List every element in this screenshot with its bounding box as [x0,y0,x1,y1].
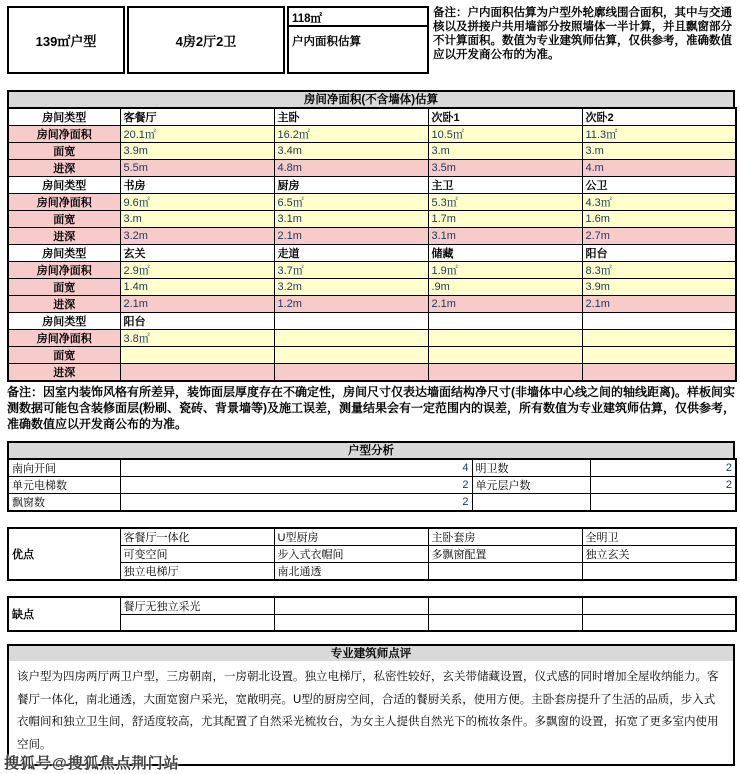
room-depth-cell [428,364,582,382]
row-label: 房间类型 [8,245,120,262]
room-type-row [8,108,736,126]
room-type-cell: 走道 [274,245,428,262]
room-width-cell: 1.7m [428,211,582,228]
measurement-note: 备注：因室内装饰风格有所差异，装饰面层厚度存在不确定性，房间尺寸仅表达墙面结构净尺寸(非墙体中心线之间的轴线距离)。样板间实测数据可能包含装修面层(粉刷、瓷砖、背景墙等)及施工误差，测量结果会有一定范围内的误差，所有数值为专业建筑师估算，仅供参考，准确数值应以开发商公布的为准。 [7,385,735,431]
room-depth-cell: 2.1m [274,228,428,245]
room-depth-cell [274,364,428,382]
room-area-cell [428,330,582,347]
row-label: 房间净面积 [8,262,120,279]
pro-item: 客餐厅一体化 [120,528,274,546]
room-width-row [8,279,736,296]
row-label: 面宽 [8,279,120,296]
room-type-cell: 玄关 [120,245,274,262]
room-width-cell [120,347,274,364]
room-width-cell: 3.2m [274,279,428,296]
analysis-row [8,493,736,511]
room-type-cell: 主卧 [274,108,428,126]
room-width-cell [582,347,736,364]
room-width-cell: 1.4m [120,279,274,296]
room-area-cell: 10.5㎡ [428,126,582,143]
room-area-cell: 20.1㎡ [120,126,274,143]
room-table-title: 房间净面积(不含墙体)估算 [7,90,735,107]
row-label: 面宽 [8,211,120,228]
room-type-cell: 次卧1 [428,108,582,126]
room-depth-row [8,228,736,245]
room-type-row [8,313,736,330]
analysis-value: 2 [120,476,472,493]
room-depth-cell: 2.1m [120,296,274,313]
room-type-cell [582,313,736,330]
room-depth-row [8,296,736,313]
row-label: 房间类型 [8,177,120,194]
interior-area-value: 118㎡ [289,8,427,27]
pro-item: U型厨房 [274,528,428,546]
room-depth-cell [120,364,274,382]
room-depth-cell: 2.1m [582,296,736,313]
row-label: 面宽 [8,143,120,160]
room-layout-box: 4房2厅2卫 [127,6,285,74]
room-type-row [8,177,736,194]
analysis-value: 4 [120,459,472,477]
room-width-cell: 3.9m [120,143,274,160]
pro-item: 独立电梯厅 [120,562,274,580]
pros-row [8,528,736,546]
pro-item: 主卧套房 [428,528,582,546]
room-depth-cell: 4.8m [274,160,428,177]
pro-item: 独立玄关 [582,545,736,562]
room-area-cell: 16.2㎡ [274,126,428,143]
room-area-cell: 3.8㎡ [120,330,274,347]
room-width-cell: 3.m [428,143,582,160]
interior-area-label: 户内面积估算 [292,36,361,48]
room-area-row [8,126,736,143]
room-area-cell: 11.3㎡ [582,126,736,143]
room-depth-cell: 1.2m [274,296,428,313]
analysis-row [8,476,736,493]
review-title: 专业建筑师点评 [7,644,735,661]
con-item [274,597,428,615]
room-width-cell: 3.9m [582,279,736,296]
room-area-row [8,330,736,347]
room-type-cell: 阳台 [582,245,736,262]
analysis-value: 2 [120,493,472,511]
con-item [120,614,274,631]
room-depth-row [8,160,736,177]
top-header [7,6,735,74]
room-width-cell: 3.1m [274,211,428,228]
pros-label: 优点 [8,528,120,580]
row-label: 房间净面积 [8,126,120,143]
room-type-cell: 客餐厅 [120,108,274,126]
analysis-title: 户型分析 [7,441,735,458]
con-item [582,597,736,615]
row-label: 进深 [8,296,120,313]
room-area-row [8,262,736,279]
room-depth-cell: 3.2m [120,228,274,245]
room-type-cell: 次卧2 [582,108,736,126]
pro-item: 南北通透 [274,562,428,580]
room-type-cell: 阳台 [120,313,274,330]
room-width-cell [428,347,582,364]
room-depth-cell [582,364,736,382]
pro-item: 可变空间 [120,545,274,562]
room-depth-cell: 2.1m [428,296,582,313]
analysis-label: 南向开间 [8,459,120,477]
pro-item: 步入式衣帽间 [274,545,428,562]
room-area-cell: 9.6㎡ [120,194,274,211]
row-label: 房间净面积 [8,330,120,347]
room-width-row [8,143,736,160]
analysis-value [590,493,736,511]
room-area-cell: 4.3㎡ [582,194,736,211]
room-area-row [8,194,736,211]
interior-area-box [287,6,429,74]
pro-item: 全明卫 [582,528,736,546]
row-label: 进深 [8,160,120,177]
room-area-cell: 8.3㎡ [582,262,736,279]
analysis-label: 单元层户数 [472,476,590,493]
room-area-cell: 6.5㎡ [274,194,428,211]
room-type-cell: 储藏 [428,245,582,262]
cons-label: 缺点 [8,597,120,632]
row-label: 房间类型 [8,108,120,126]
room-area-cell [582,330,736,347]
con-item: 餐厅无独立采光 [120,597,274,615]
watermark: 搜狐号@搜狐焦点荆门站 [4,755,180,772]
room-type-cell [274,313,428,330]
pro-item [582,562,736,580]
room-area-cell: 3.7㎡ [274,262,428,279]
room-width-cell: 3.m [582,143,736,160]
room-width-cell [274,347,428,364]
room-width-cell: 3.m [120,211,274,228]
unit-type-box: 139㎡户型 [7,6,125,74]
row-label: 房间类型 [8,313,120,330]
room-type-cell: 主卫 [428,177,582,194]
cons-table [7,596,737,633]
room-area-table [7,107,737,382]
analysis-label: 单元电梯数 [8,476,120,493]
room-type-cell: 公卫 [582,177,736,194]
analysis-table [7,458,737,512]
analysis-row [8,459,736,477]
room-type-row [8,245,736,262]
analysis-value: 2 [590,476,736,493]
analysis-label: 飘窗数 [8,493,120,511]
room-type-cell [428,313,582,330]
room-area-cell: 5.3㎡ [428,194,582,211]
con-item [428,614,582,631]
con-item [428,597,582,615]
room-type-cell: 书房 [120,177,274,194]
room-depth-row [8,364,736,382]
pro-item [428,562,582,580]
row-label: 进深 [8,228,120,245]
room-width-cell: .9m [428,279,582,296]
architect-review-text: 该户型为四房两厅两卫户型，三房朝南，一房朝北设置。独立电梯厅，私密性较好，玄关带储藏设置，仪式感的同时增加全屋收纳能力。客餐厅一体化，南北通透，大面宽窗户采光，宽敞明亮。U型的厨房空间，合适的餐厨关系，使用方便。主卧套房提升了生活的品质，步入式衣帽间和独立卫生间，舒适度较高，尤其配置了自然采光梳妆台，为女主人提供自然光下的梳妆条件。多飘窗的设置，拓宽了更多室内使用空间。 [7,661,735,766]
room-depth-cell: 3.1m [428,228,582,245]
room-width-cell: 1.6m [582,211,736,228]
row-label: 房间净面积 [8,194,120,211]
row-label: 面宽 [8,347,120,364]
top-note: 备注：户内面积估算为户型外轮廓线围合面积，其中与交通核以及拼接户共用墙部分按照墙体一半计算，并且飘窗部分不计算面积。数值为专业建筑师估算，仅供参考，准确数值应以开发商公布的为准。 [433,7,732,62]
row-label: 进深 [8,364,120,382]
room-depth-cell: 2.7m [582,228,736,245]
room-width-row [8,211,736,228]
room-area-cell [274,330,428,347]
cons-row [8,597,736,615]
analysis-label [472,493,590,511]
analysis-label: 明卫数 [472,459,590,477]
room-depth-cell: 3.5m [428,160,582,177]
room-type-cell: 厨房 [274,177,428,194]
room-depth-cell: 5.5m [120,160,274,177]
con-item [274,614,428,631]
room-width-row [8,347,736,364]
con-item [582,614,736,631]
room-area-cell: 2.9㎡ [120,262,274,279]
room-depth-cell: 4.m [582,160,736,177]
room-width-cell: 3.4m [274,143,428,160]
pro-item: 多飘窗配置 [428,545,582,562]
room-area-cell: 1.9㎡ [428,262,582,279]
pros-table [7,527,737,581]
analysis-value: 2 [590,459,736,477]
